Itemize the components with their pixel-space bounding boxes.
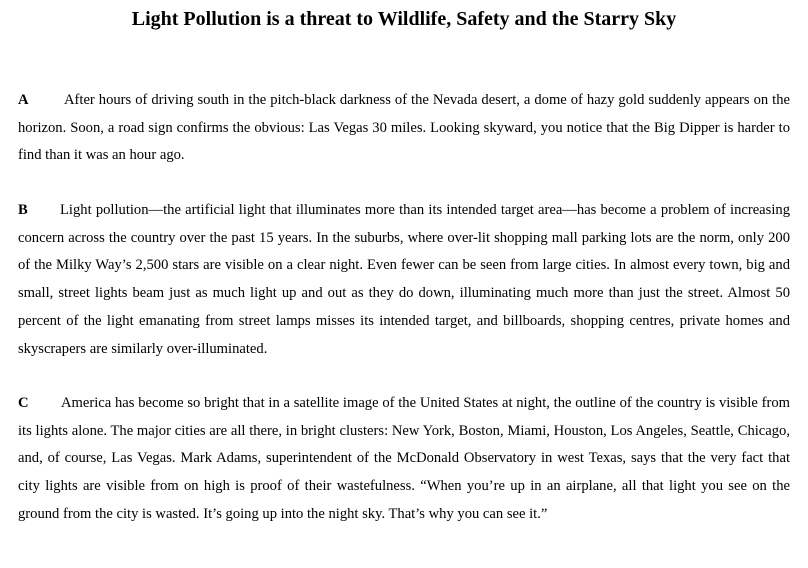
paragraph-letter-b: B [18, 202, 28, 218]
paragraph-text-c: America has become so bright that in a satellite image of the United States at night, the outline of the country is visible from its lights alone. The major cities are all there, in bright clusters: New York, Boston, Miami, Houston, Los Angeles, Seattle, Chicago, and, of course, Las Vegas. Mark Adams, superintendent of the McDonald Observatory in west Texas, says that the very fact that city lights are visible from on high is proof of their wastefulness. “When you’re up in an airplane, all that light you see on the ground from the city is wasted. It’s going up into the night sky. That’s why you can see it.” [18, 395, 790, 522]
paragraph-letter-c: C [18, 395, 29, 411]
document-title: Light Pollution is a threat to Wildlife, Safety and the Starry Sky [131, 8, 677, 30]
paragraph-a [18, 87, 790, 170]
paragraph-letter-a: A [18, 92, 29, 108]
paragraph-b [18, 197, 790, 363]
paragraph-text-a: After hours of driving south in the pitch-black darkness of the Nevada desert, a dome of hazy gold suddenly appears on the horizon. Soon, a road sign confirms the obvious: Las Vegas 30 miles. Looking skyward, you notice that the Big Dipper is harder to find than it was an hour ago. [18, 92, 790, 164]
paragraph-text-b: Light pollution—the artificial light that illuminates more than its intended target area—has become a problem of increasing concern across the country over the past 15 years. In the suburbs, where over-lit shopping mall parking lots are the norm, only 200 of the Milky Way’s 2,500 stars are visible on a clear night. Even fewer can be seen from large cities. In almost every town, big and small, street lights beam just as much light up and out as they do down, illuminating much more than just the street. Almost 50 percent of the light emanating from street lamps misses its intended target, and billboards, shopping centres, private homes and skyscrapers are similarly over-illuminated. [18, 202, 790, 357]
paragraph-c [18, 390, 790, 529]
